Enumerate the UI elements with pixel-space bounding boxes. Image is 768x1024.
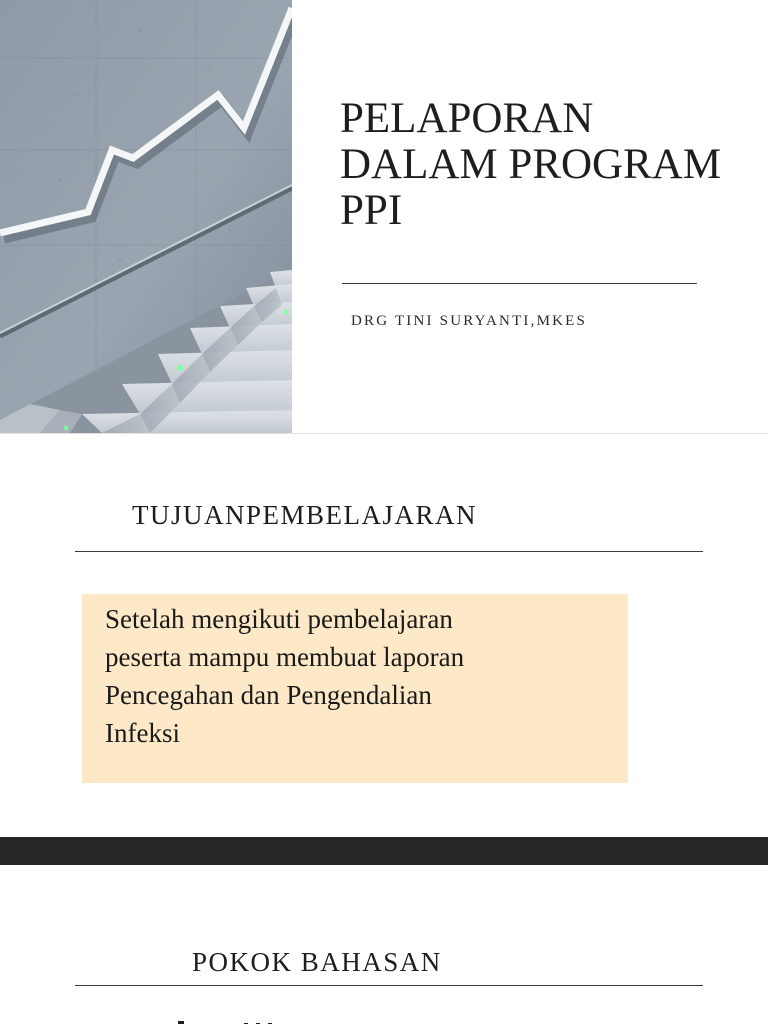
rising-graph-staircase-image <box>0 0 292 433</box>
slide-heading: POKOK BAHASAN <box>192 947 442 977</box>
objective-callout <box>82 594 628 783</box>
cropped-list-marker-icon <box>176 1017 286 1024</box>
heading-divider <box>75 985 703 986</box>
slide-heading: TUJUANPEMBELAJARAN <box>132 500 478 530</box>
title-slide <box>0 0 768 434</box>
slide-separator-band <box>0 837 768 865</box>
heading-divider <box>75 551 703 552</box>
presenter-name: DRG TINI SURYANTI,MKES <box>351 313 588 329</box>
title-line-3: PPI <box>340 187 403 234</box>
objective-text: Setelah mengikuti pembelajaran peserta mampu membuat laporan Pencegahan dan Pengendalian Infeksi <box>105 604 465 748</box>
learning-objectives-slide <box>0 434 768 837</box>
topics-slide <box>0 865 768 1024</box>
presentation-title <box>340 96 760 234</box>
title-line-1: PELAPORAN <box>340 95 594 142</box>
title-divider <box>342 283 697 284</box>
title-line-2: DALAM PROGRAM <box>340 141 722 188</box>
